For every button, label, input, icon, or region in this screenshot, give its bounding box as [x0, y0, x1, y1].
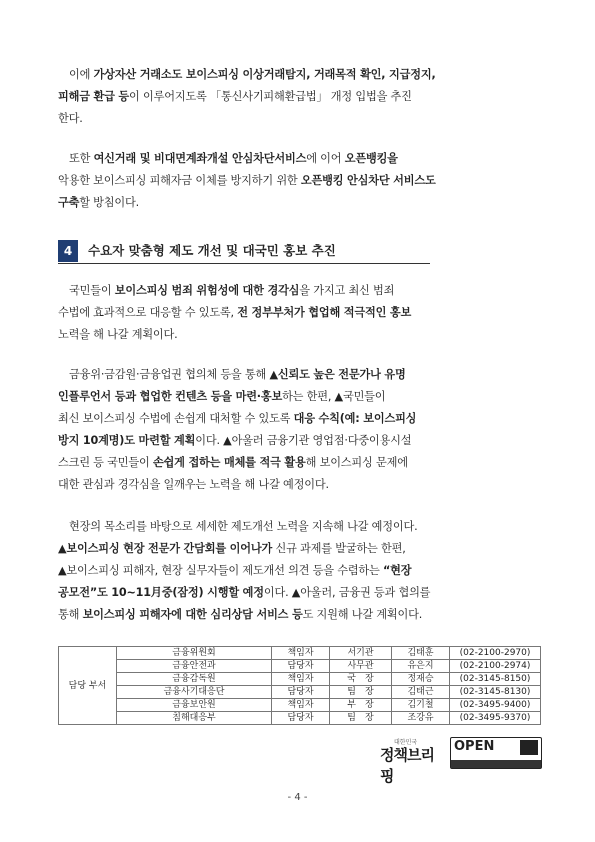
text-bold: 인플루언서 등과 협업한 컨텐츠 등을 마련·홍보 [58, 390, 283, 403]
phone-cell: (02-3495-9370) [450, 712, 541, 725]
text-bold: ▲보이스피싱 현장 전문가 간담회를 이어나가 [58, 542, 273, 555]
logo-main-text: 정책브리핑 [380, 746, 434, 785]
text: 수법에 효과적으로 대응할 수 있도록, [58, 306, 238, 319]
table-row [59, 712, 541, 725]
text: 이다. ▲아울러, 금융권 등과 협의를 [263, 586, 431, 599]
title-cell: 팀 장 [330, 686, 392, 699]
section-underline [58, 263, 430, 264]
dept-label: 담당 부서 [59, 647, 117, 725]
title-cell: 팀 장 [330, 712, 392, 725]
paragraph-crypto-exchange [58, 64, 540, 130]
org-cell: 금융사기대응단 [117, 686, 272, 699]
phone-cell: (02-3495-9400) [450, 699, 541, 712]
name-cell: 김기철 [392, 699, 450, 712]
text-bold: ▲신뢰도 높은 전문가나 유명 [269, 368, 406, 381]
table-row [59, 647, 541, 660]
name-cell: 유은지 [392, 660, 450, 673]
text: 을 가지고 최신 범죄 [299, 284, 395, 297]
section-number: 4 [58, 240, 78, 262]
text: 해 보이스피싱 문제에 [305, 456, 408, 469]
phone-cell: (02-2100-2974) [450, 660, 541, 673]
text: 최신 보이스피싱 수법에 손쉽게 대처할 수 있도록 [58, 412, 294, 425]
role-cell: 담당자 [272, 660, 330, 673]
text: 할 방침이다. [79, 196, 139, 209]
license-bar [451, 760, 541, 768]
text-bold: 보이스피싱 피해자에 대한 심리상담 서비스 등 [82, 608, 303, 621]
title-cell: 국 장 [330, 673, 392, 686]
page-number: - 4 - [287, 792, 308, 803]
table-row [59, 673, 541, 686]
title-cell: 사무관 [330, 660, 392, 673]
title-cell: 부 장 [330, 699, 392, 712]
text: 대한 관심과 경각심을 일깨우는 노력을 해 나갈 예정이다. [58, 478, 329, 491]
text: 통해 [58, 608, 83, 621]
paragraph-field-feedback [58, 516, 540, 626]
paragraph-council-promotion [58, 364, 540, 496]
org-cell: 금융안전과 [117, 660, 272, 673]
text: 국민들이 [69, 284, 115, 297]
text: 이에 [69, 68, 94, 81]
text-bold: “현장 [383, 564, 412, 577]
name-cell: 조강유 [392, 712, 450, 725]
text: 이다. ▲아울러 금융기관 영업점·다중이용시설 [195, 434, 412, 447]
org-cell: 침해대응부 [117, 712, 272, 725]
text: 한다. [58, 112, 83, 125]
text: 에 이어 [306, 152, 345, 165]
role-cell: 책임자 [272, 699, 330, 712]
table-row [59, 699, 541, 712]
phone-cell: (02-3145-8150) [450, 673, 541, 686]
text: 스크린 등 국민들이 [58, 456, 153, 469]
footer-logos [380, 737, 540, 785]
text-bold: 대응 수칙(예: 보이스피싱 [293, 412, 417, 425]
name-cell: 정재승 [392, 673, 450, 686]
text-bold: 보이스피싱 범죄 위험성에 대한 경각심 [114, 284, 300, 297]
text: 노력을 해 나갈 계획이다. [58, 328, 178, 341]
role-cell: 책임자 [272, 673, 330, 686]
text: 현장의 목소리를 바탕으로 세세한 제도개선 노력을 지속해 나갈 예정이다. [69, 520, 418, 533]
text: 금융위·금감원·금융업권 협의체 등을 통해 [69, 368, 270, 381]
text-bold: 방지 10계명)도 마련할 계획 [58, 434, 196, 447]
paragraph-public-awareness [58, 280, 540, 346]
text-bold: 전 정부부처가 협업해 적극적인 홍보 [237, 306, 412, 319]
text-bold: 오픈뱅킹 안심차단 서비스도 [300, 174, 436, 187]
phone-cell: (02-2100-2970) [450, 647, 541, 660]
text-bold: 오픈뱅킹을 [344, 152, 398, 165]
org-cell: 금융보안원 [117, 699, 272, 712]
role-cell: 책임자 [272, 647, 330, 660]
text: 하는 한편, ▲국민들이 [282, 390, 386, 403]
section-title: 수요자 맞춤형 제도 개선 및 대국민 홍보 추진 [88, 243, 336, 258]
text: 악용한 보이스피싱 피해자금 이체를 방지하기 위한 [58, 174, 301, 187]
person-icon [520, 740, 538, 755]
org-cell: 금융감독원 [117, 673, 272, 686]
text: 또한 [69, 152, 94, 165]
text-bold: 가상자산 거래소도 보이스피싱 이상거래탐지, 거래목적 확인, 지급정지, [93, 68, 436, 81]
phone-cell: (02-3145-8130) [450, 686, 541, 699]
role-cell: 담당자 [272, 712, 330, 725]
role-cell: 담당자 [272, 686, 330, 699]
open-label: OPEN [454, 739, 495, 754]
section-heading [58, 240, 430, 264]
org-cell: 금융위원회 [117, 647, 272, 660]
text-bold: 공모전”도 10~11月중(잠정) 시행할 예정 [58, 586, 264, 599]
table-row [59, 660, 541, 673]
text-bold: 구축 [58, 196, 80, 209]
text-bold: 여신거래 및 비대면계좌개설 안심차단서비스 [93, 152, 307, 165]
text: ▲보이스피싱 피해자, 현장 실무자들이 제도개선 의견 등을 수렴하는 [58, 564, 384, 577]
text: 신규 과제를 발굴하는 한편, [272, 542, 406, 555]
open-license-logo [450, 737, 542, 769]
title-cell: 서기관 [330, 647, 392, 660]
policy-briefing-logo [380, 737, 446, 785]
table-row [59, 686, 541, 699]
paragraph-open-banking [58, 148, 540, 214]
text: 도 지원해 나갈 계획이다. [302, 608, 423, 621]
name-cell: 김태훈 [392, 647, 450, 660]
logo-small-text: 대한민국 [394, 739, 418, 746]
text: 이 이루어지도록 「통신사기피해환급법」 개정 입법을 추진 [129, 90, 412, 103]
contact-table [58, 646, 541, 725]
name-cell: 김태근 [392, 686, 450, 699]
text-bold: 피해금 환급 등 [58, 90, 130, 103]
text-bold: 손쉽게 접하는 매체를 적극 활용 [152, 456, 306, 469]
